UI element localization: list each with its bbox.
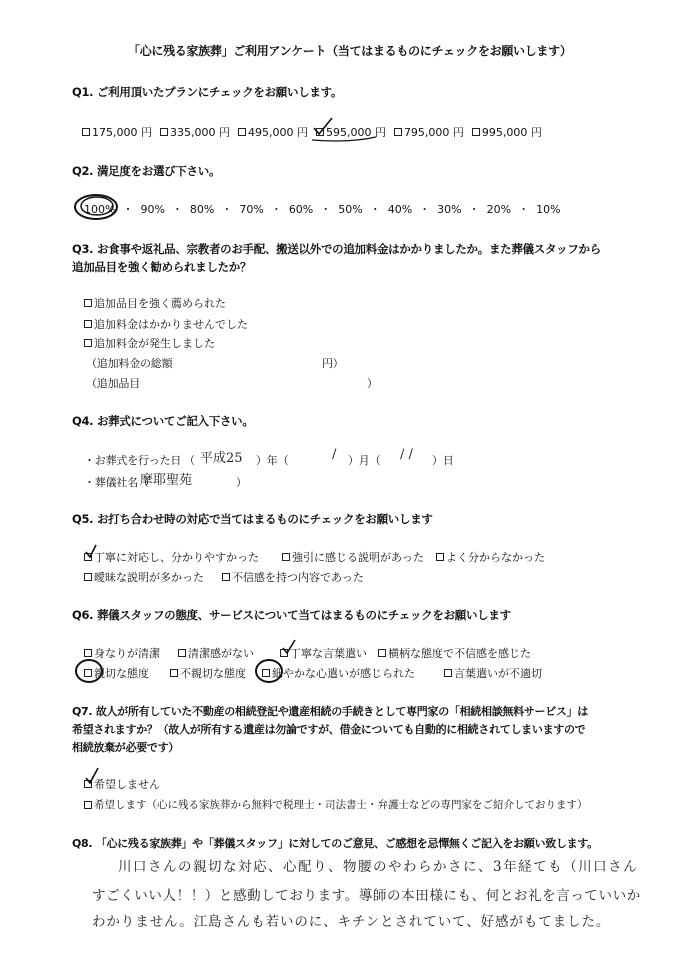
q4-hall-close: ）: [236, 476, 247, 489]
checkbox[interactable]: [84, 339, 92, 347]
q4-day-label: ）日: [432, 454, 454, 467]
q1-option-995000[interactable]: 995,000 円: [472, 124, 542, 140]
q8-answer-line3[interactable]: わかりません。江島さんも若いのに、キチンとされていて、好感がもてました。: [92, 914, 611, 930]
q2-option-70[interactable]: 70%: [239, 202, 264, 216]
q4-date-label: ・お葬式を行った日: [84, 454, 182, 467]
checkbox[interactable]: [84, 553, 92, 561]
q4-year-label: ）年（: [256, 454, 289, 467]
checkbox[interactable]: [262, 669, 270, 677]
checkbox[interactable]: [472, 128, 480, 136]
q3-items-close: ）: [367, 377, 378, 390]
q7-question-line1: Q7. 故人が所有していた不動産の相続登記や遺産相続の手続きとして専門家の「相続相談無料サービス」は: [72, 705, 589, 718]
q2-option-30[interactable]: 30%: [437, 202, 462, 216]
q7-option-accept[interactable]: 希望します（心に残る家族葬から無料で税理士・司法書士・弁護士などの専門家をご紹介しております）: [84, 797, 588, 812]
q3-question-line2: 追加品目を強く勧められましたか？: [72, 260, 252, 274]
q2-option-40[interactable]: 40%: [387, 202, 413, 216]
checkbox[interactable]: [178, 649, 186, 657]
checkbox[interactable]: [444, 669, 452, 677]
q1-option-795000[interactable]: 795,000 円: [394, 124, 464, 140]
q6-option-polite-words[interactable]: 丁寧な言葉遣い: [280, 645, 367, 661]
checkbox[interactable]: [84, 669, 92, 677]
checkbox[interactable]: [280, 649, 288, 657]
checkbox[interactable]: [84, 801, 92, 809]
q8-answer-line2[interactable]: すごくいい人！！）と感動しております。導師の本田様にも、何とお礼を言っていいか: [92, 888, 641, 904]
q5-option-distrust[interactable]: 不信感を持つ内容であった: [222, 569, 364, 585]
q2-option-20[interactable]: 20%: [486, 202, 512, 216]
q3-question-line1: Q3. お食事や返礼品、宗教者のお手配、搬送以外での追加料金はかかりましたか。また葬儀スタッフから: [72, 242, 601, 256]
checkbox[interactable]: [170, 669, 178, 677]
q2-question: Q2. 満足度をお選び下さい。: [72, 164, 221, 178]
q5-option-vague[interactable]: 曖昧な説明が多かった: [84, 569, 204, 585]
q1-option-595000[interactable]: 595,000 円: [316, 124, 386, 140]
q6-option-clean[interactable]: 身なりが清潔: [84, 645, 160, 661]
q8-answer-line1[interactable]: 川口さんの親切な対応、心配り、物腰のやわらかさに、3年経ても（川口さん: [118, 859, 639, 875]
q7-option-decline[interactable]: 希望しません: [84, 776, 160, 792]
q2-option-60[interactable]: 60%: [288, 202, 314, 216]
q7-question-line3: 相続放棄が必要です）: [72, 741, 179, 754]
checkbox[interactable]: [84, 649, 92, 657]
q4-month-value[interactable]: /: [332, 447, 337, 462]
q4-hall-label: ・葬儀社名（: [84, 476, 149, 489]
q6-option-attentive[interactable]: 細やかな心遣いが感じられた: [262, 665, 415, 681]
checkbox[interactable]: [316, 128, 324, 136]
checkbox[interactable]: [84, 299, 92, 307]
q5-question: Q5. お打ち合わせ時の対応で当てはまるものにチェックをお願いします: [72, 512, 433, 526]
q4-hall-value[interactable]: 摩耶聖苑: [140, 473, 193, 488]
q4-month-label: ）月（: [348, 454, 381, 467]
q3-option-recommended[interactable]: 追加品目を強く薦められた: [84, 295, 226, 311]
checkbox[interactable]: [84, 573, 92, 581]
q5-option-pushy[interactable]: 強引に感じる説明があった: [282, 549, 424, 565]
q6-option-arrogant[interactable]: 横柄な態度で不信感を感じた: [378, 645, 531, 661]
q4-open-paren: （: [184, 454, 195, 467]
checkbox[interactable]: [84, 320, 92, 328]
checkbox[interactable]: [238, 128, 246, 136]
q6-option-unkind[interactable]: 不親切な態度: [170, 665, 246, 681]
q4-era-value[interactable]: 平成25: [200, 451, 243, 466]
q7-question-line2: 希望されますか？（故人が所有する遺産は勿論ですが、借金についても自動的に相続されてしまいますので: [72, 723, 586, 736]
q1-question: Q1. ご利用頂いたプランにチェックをお願いします。: [72, 85, 343, 99]
q8-question: Q8. 「心に残る家族葬」や「葬儀スタッフ」に対してのご意見、ご感想を忌憚無くご記入をお願い致します。: [72, 837, 598, 850]
q4-day-value[interactable]: / /: [400, 447, 413, 462]
q2-option-10[interactable]: 10%: [536, 202, 561, 216]
checkbox[interactable]: [84, 780, 92, 788]
q2-option-100[interactable]: 100%: [84, 202, 116, 216]
checkbox[interactable]: [282, 553, 290, 561]
q5-option-polite[interactable]: 丁寧に対応し、分かりやすかった: [84, 549, 259, 565]
q1-options: [82, 124, 542, 140]
q3-option-charged[interactable]: 追加料金が発生しました: [84, 335, 215, 351]
q6-option-kind[interactable]: 親切な態度: [84, 665, 149, 681]
q3-amount-unit: 円）: [322, 357, 344, 370]
checkbox[interactable]: [436, 553, 444, 561]
checkbox[interactable]: [160, 128, 168, 136]
checkbox[interactable]: [82, 128, 90, 136]
q1-option-495000[interactable]: 495,000 円: [238, 124, 308, 140]
checkbox[interactable]: [222, 573, 230, 581]
q1-option-335000[interactable]: 335,000 円: [160, 124, 230, 140]
q3-items-label: （追加品目: [86, 377, 140, 390]
q5-option-unclear[interactable]: よく分からなかった: [436, 549, 545, 565]
q2-option-90[interactable]: 90%: [140, 202, 165, 216]
q2-option-80[interactable]: 80%: [189, 202, 215, 216]
q3-amount-label: （追加料金の総額: [86, 357, 173, 370]
q1-option-175000[interactable]: 175,000 円: [82, 124, 152, 140]
q6-option-rude-words[interactable]: 言葉遣いが不適切: [444, 665, 542, 681]
page-title: 「心に残る家族葬」ご利用アンケート（当てはまるものにチェックをお願いします）: [128, 44, 572, 58]
q2-option-50[interactable]: 50%: [338, 202, 363, 216]
checkbox[interactable]: [394, 128, 402, 136]
q2-options: 100% ・ 90% ・ 80% ・ 70% ・ 60% ・ 50% ・ 40% ・ 30% ・ 20% ・ 10%: [84, 202, 561, 216]
q6-option-unclean[interactable]: 清潔感がない: [178, 645, 254, 661]
q6-question: Q6. 葬儀スタッフの態度、サービスについて当てはまるものにチェックをお願いします: [72, 608, 511, 622]
q3-option-no-charge[interactable]: 追加料金はかかりませんでした: [84, 316, 248, 332]
checkbox[interactable]: [378, 649, 386, 657]
q4-question: Q4. お葬式についてご記入下さい。: [72, 414, 254, 428]
